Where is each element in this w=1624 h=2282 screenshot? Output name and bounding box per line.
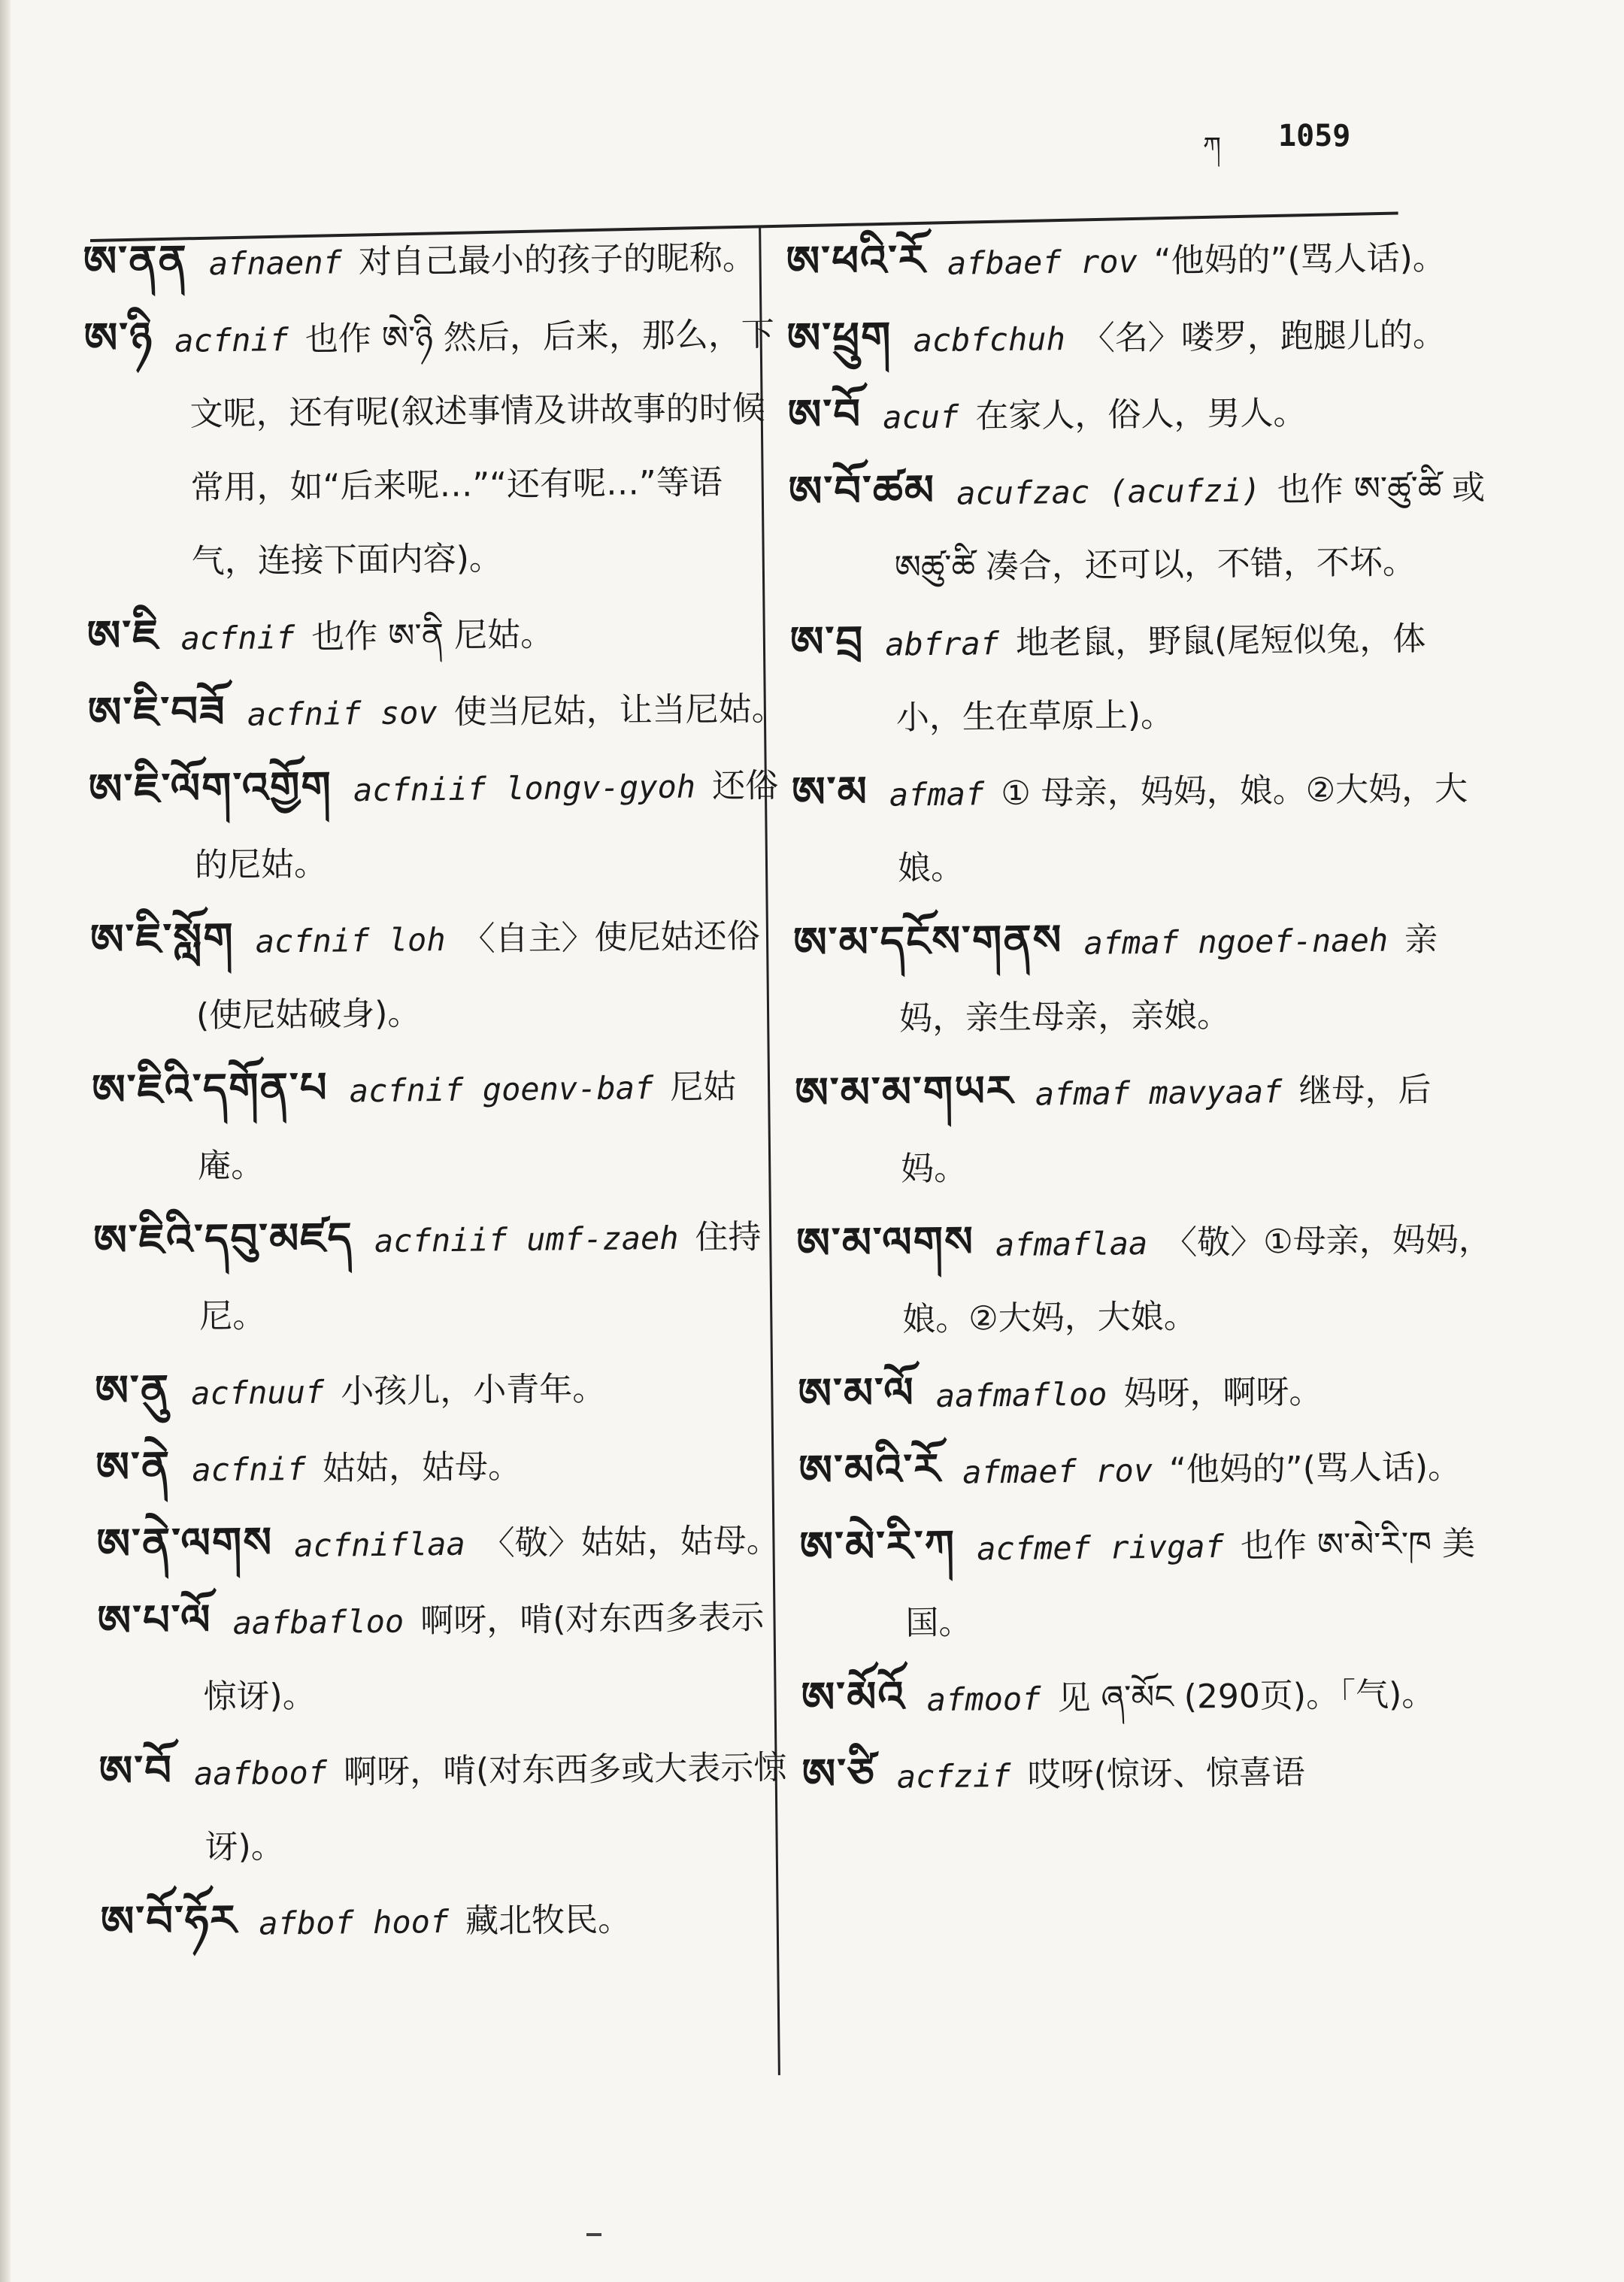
entry-headword: ཨ་ནེ་ལགས: [96, 1518, 274, 1569]
page-number: 1059: [1278, 119, 1351, 153]
entry-headword: ཨ་བོ་ཧོར: [100, 1896, 238, 1947]
dictionary-entry: [89, 896, 790, 1054]
dictionary-entry: [798, 1427, 1498, 1511]
entry-definition: 对自己最小的孩子的昵称。: [358, 238, 756, 282]
dictionary-entry: [86, 592, 786, 677]
entry-romanization: acfnif: [192, 1450, 307, 1489]
entry-romanization: acufzac (acufzi): [956, 471, 1262, 512]
entry-romanization: acuf: [882, 398, 959, 436]
entry-definition: 〈自主〉使尼姑还俗(使尼姑破身)。: [195, 917, 760, 1035]
dictionary-entry: [792, 899, 1493, 1057]
entry-romanization: acfnif loh: [255, 920, 446, 960]
entry-definition: 尼姑庵。: [197, 1067, 737, 1186]
dictionary-entry: [791, 749, 1492, 907]
entry-romanization: aafboof: [193, 1753, 328, 1793]
dictionary-entry: [83, 218, 783, 302]
entry-definition: 啊呀，啃(对东西多表示惊讶)。: [203, 1598, 765, 1717]
entry-definition: ① 母亲，妈妈，娘。②大妈，大娘。: [897, 769, 1468, 888]
entry-definition: 继母，后妈。: [900, 1071, 1432, 1189]
entry-romanization: acfniif longv-gyoh: [353, 768, 696, 809]
entry-definition: 还俗的尼姑。: [194, 766, 779, 885]
entry-romanization: afmoof: [926, 1680, 1041, 1719]
entry-headword: ཨ་མའི་རོ: [798, 1444, 942, 1496]
entry-headword: ཨ་བོ: [787, 389, 862, 440]
entry-definition: 〈敬〉姑姑，姑母。: [481, 1521, 780, 1563]
entry-headword: ཨ་བོ་ཚམ: [788, 465, 936, 517]
entry-romanization: afmaf: [889, 775, 985, 814]
entry-headword: ཨ་མོའོ: [801, 1672, 907, 1723]
entry-headword: ཨ་མ་ལགས: [795, 1217, 975, 1268]
entry-romanization: acfmef rivgaf: [976, 1527, 1225, 1568]
entry-definition: 见 ཞ་མོང (290页)。「气)。: [1057, 1675, 1435, 1718]
dictionary-entry: [87, 669, 787, 753]
entry-headword: ཨ་ཇི་ལོག་འགྱོག: [88, 762, 333, 814]
entry-headword: ཨ་པ་ལོ: [97, 1596, 212, 1646]
dictionary-entry: [786, 295, 1486, 379]
entry-romanization: afmaf ngoef-naeh: [1083, 921, 1389, 962]
entry-headword: ཨ་ཕྲུག: [786, 313, 892, 363]
entry-headword: ཨ་ཕའི་རོ: [786, 236, 927, 286]
entry-definition: 〈敬〉①母亲，妈妈，娘。②大妈，大娘。: [901, 1220, 1492, 1339]
entry-headword: ཨ་ནུ: [94, 1365, 171, 1416]
entry-romanization: acbfchuh: [913, 320, 1066, 359]
entry-definition: 使当尼姑，让当尼姑。: [453, 689, 785, 732]
entry-romanization: afmaef rov: [962, 1451, 1153, 1491]
entry-definition: 地老鼠，野鼠(尾短似兔，体小，生在草原上)。: [895, 620, 1426, 738]
entry-romanization: acfnif: [174, 321, 289, 359]
dictionary-entry: [796, 1200, 1497, 1358]
entry-romanization: acfzif: [896, 1756, 1011, 1796]
print-speck: [586, 2233, 601, 2236]
entry-headword: ཨ་བྲ: [789, 617, 865, 667]
entry-headword: ཨ་ཇི་སློག: [89, 914, 235, 965]
dictionary-entry: [88, 746, 789, 904]
entry-romanization: aafbafloo: [232, 1602, 404, 1642]
entry-headword: ཨ་མ་དངོས་གནས: [792, 916, 1063, 968]
entry-romanization: acfnif goenv-baf: [349, 1069, 654, 1110]
entry-definition: 在家人，俗人，男人。: [975, 393, 1307, 436]
dictionary-entry: [787, 371, 1487, 456]
entry-definition: 啊呀，啃(对东西多或大表示惊讶)。: [205, 1748, 787, 1867]
dictionary-entry: [798, 1350, 1498, 1435]
entry-headword: ཨ་ནེ: [95, 1442, 171, 1493]
entry-definition: 也作 ཨ་མེ་རི་ཁ 美国。: [905, 1524, 1476, 1643]
dictionary-entry: [96, 1501, 796, 1585]
entry-definition: 小孩儿，小青年。: [340, 1369, 606, 1411]
dictionary-entry: [801, 1654, 1501, 1738]
entry-definition: 亲妈，亲生母亲，亲娘。: [898, 920, 1438, 1038]
entry-romanization: afmaflaa: [995, 1225, 1148, 1264]
entry-romanization: acfniflaa: [293, 1525, 466, 1565]
entry-definition: 也作 ཨ་ཚུ་ཚི 或 ཨཚུ་ཚི 凑合，还可以，不错，不坏。: [894, 468, 1486, 587]
entry-headword: ཨ་ཇི: [86, 611, 160, 661]
right-column: [786, 218, 1501, 1815]
entry-romanization: acfnif sov: [247, 694, 438, 733]
dictionary-entry: [788, 448, 1489, 606]
entry-romanization: acfniif umf-zaeh: [374, 1219, 679, 1260]
entry-romanization: afbof hoof: [259, 1903, 450, 1942]
dictionary-entry: [799, 1504, 1500, 1662]
entry-romanization: acfnif: [180, 619, 295, 657]
dictionary-entry: [97, 1577, 798, 1735]
entry-headword: ཨ་ཇིའི་དབུ་མཛད: [92, 1214, 354, 1265]
entry-romanization: afbaef rov: [947, 243, 1138, 282]
dictionary-entry: [98, 1728, 799, 1886]
entry-romanization: aafmafloo: [935, 1375, 1107, 1414]
dictionary-entry: [93, 1197, 794, 1355]
entry-definition: 姑姑，姑母。: [322, 1447, 522, 1488]
entry-headword: ཨ་ཙི: [801, 1749, 877, 1799]
entry-definition: 住持尼。: [198, 1217, 762, 1336]
entry-definition: 藏北牧民。: [465, 1900, 632, 1941]
entry-headword: ཨ་བོ: [98, 1746, 174, 1796]
dictionary-entry: [789, 599, 1490, 756]
dictionary-entry: [795, 1050, 1495, 1208]
dictionary-entry: [801, 1731, 1501, 1815]
entry-definition: 哎呀(惊讶、惊喜语: [1027, 1753, 1305, 1795]
entry-headword: ཨ་མེ་རི་ཀ: [799, 1521, 956, 1572]
entry-headword: ཨ་ཇིའི་དགོན་པ: [91, 1063, 329, 1115]
dictionary-entry: [83, 295, 786, 600]
entry-headword: ཨ་ཉི: [83, 314, 154, 363]
header-tibetan-mark: ཀ: [1203, 132, 1221, 162]
entry-definition: “他妈的”(骂人话)。: [1168, 1447, 1462, 1490]
entry-definition: “他妈的”(骂人话)。: [1153, 238, 1447, 280]
dictionary-entry: [786, 218, 1486, 302]
entry-headword: ཨ་མ་ལོ: [797, 1368, 916, 1419]
entry-romanization: afmaf mavyaaf: [1035, 1073, 1283, 1113]
entry-headword: ཨ་མ་མ་གཡར: [794, 1066, 1015, 1118]
entry-definition: 也作 ཨེ་ཉི 然后，后来，那么，下文呢，还有呢(叙述事情及讲故事的时候常用，如“后来呢…”“还有呢…”等语气，连接下面内容)。: [189, 315, 775, 581]
entry-definition: 也作 ཨ་ནི 尼姑。: [311, 615, 554, 656]
entry-headword: ཨ་མ: [791, 767, 869, 817]
entry-definition: 妈呀，啊呀。: [1123, 1372, 1323, 1414]
dictionary-entry: [95, 1347, 795, 1432]
entry-romanization: acfnuuf: [190, 1373, 325, 1412]
page-edge: [0, 0, 11, 2282]
entry-romanization: abfraf: [885, 625, 1000, 663]
dictionary-entry: [95, 1424, 795, 1508]
page-header: [1203, 113, 1429, 162]
dictionary-entry: [92, 1047, 792, 1205]
entry-headword: ཨ་ཇི་བཟོ: [87, 687, 227, 738]
entry-definition: 〈名〉喽罗，跑腿儿的。: [1081, 315, 1447, 358]
entry-headword: ཨ་ནན: [83, 236, 189, 286]
dictionary-entry: [100, 1878, 800, 1962]
entry-romanization: afnaenf: [208, 244, 343, 283]
left-column: [83, 218, 800, 1962]
